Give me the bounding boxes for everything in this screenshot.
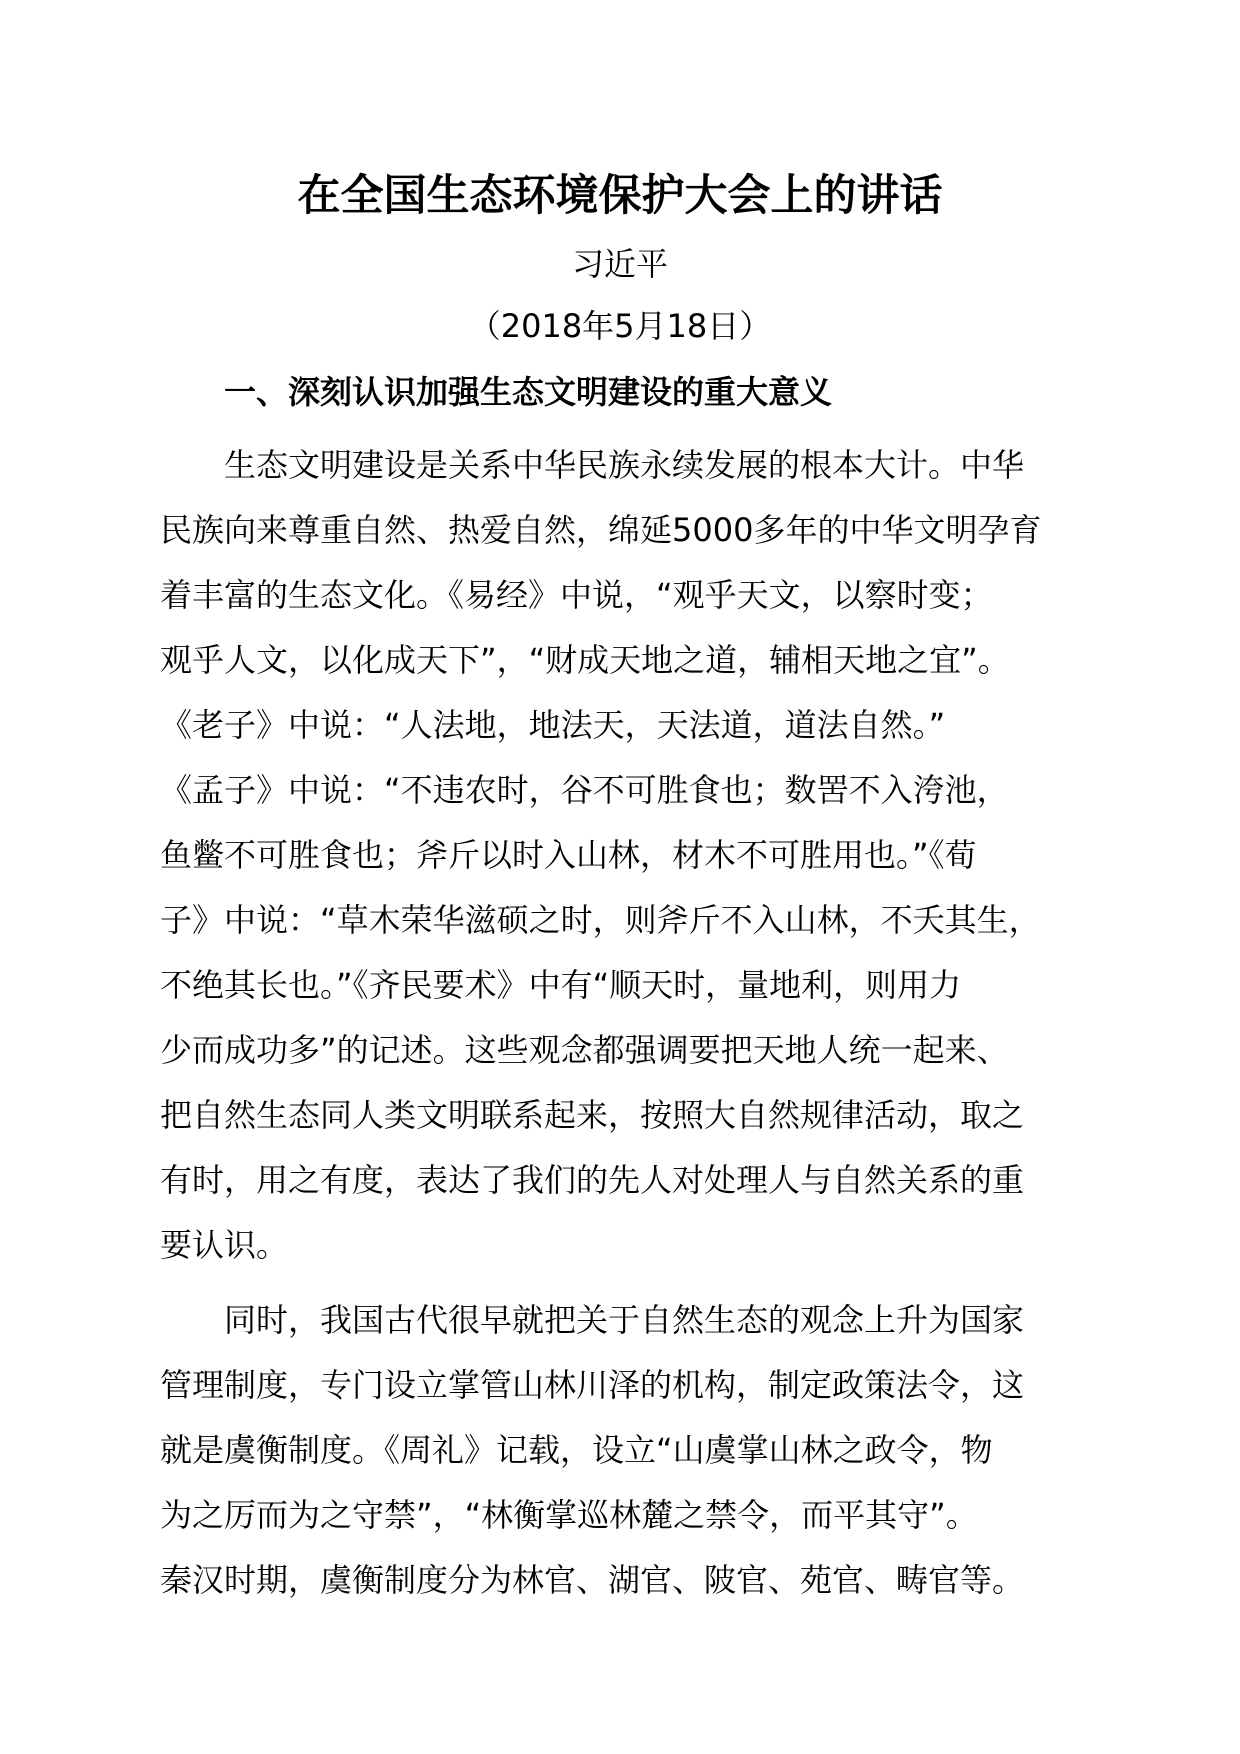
document-author: 习近平 [571,245,668,283]
section-heading: 一、深刻认识加强生态文明建设的重大意义 [224,373,833,411]
paragraph-line: 着丰富的生态文化。《易经》中说，“观乎天文，以察时变； [160,576,993,614]
document-date: （2018年5月18日） [468,307,772,345]
paragraph-line: 《孟子》中说：“不违农时，谷不可胜食也；数罟不入洿池， [160,771,1009,809]
paragraph-line: 子》中说：“草木荣华滋硕之时，则斧斤不入山林，不夭其生， [160,901,1041,939]
paragraph-line: 少而成功多”的记述。这些观念都强调要把天地人统一起来、 [160,1031,1009,1069]
document-title: 在全国生态环境保护大会上的讲话 [297,171,943,221]
paragraph-line: 不绝其长也。”《齐民要术》中有“顺天时，量地利，则用力 [160,966,962,1004]
paragraph-line: 同时，我国古代很早就把关于自然生态的观念上升为国家 [224,1301,1025,1339]
paragraph-line: 《老子》中说：“人法地，地法天，天法道，道法自然。” [160,706,946,744]
paragraph-line: 秦汉时期，虞衡制度分为林官、湖官、陂官、苑官、畴官等。 [160,1561,1025,1599]
paragraph-line: 就是虞衡制度。《周礼》记载，设立“山虞掌山林之政令，物 [160,1431,993,1469]
paragraph-1 [160,433,1120,1278]
paragraph-line: 生态文明建设是关系中华民族永续发展的根本大计。中华 [224,446,1025,484]
paragraph-line: 鱼鳖不可胜食也；斧斤以时入山林，材木不可胜用也。”《荀 [160,836,977,874]
paragraph-line: 要认识。 [160,1226,289,1264]
paragraph-line: 为之厉而为之守禁”，“林衡掌巡林麓之禁令，而平其守”。 [160,1496,978,1534]
paragraph-2 [160,1288,1120,1613]
paragraph-line: 管理制度，专门设立掌管山林川泽的机构，制定政策法令，这 [160,1366,1025,1404]
paragraph-line: 民族向来尊重自然、热爱自然，绵延5000多年的中华文明孕育 [160,511,1042,549]
paragraph-line: 把自然生态同人类文明联系起来，按照大自然规律活动，取之 [160,1096,1025,1134]
paragraph-line: 观乎人文，以化成天下”，“财成天地之道，辅相天地之宜”。 [160,641,1010,679]
paragraph-line: 有时，用之有度，表达了我们的先人对处理人与自然关系的重 [160,1161,1025,1199]
